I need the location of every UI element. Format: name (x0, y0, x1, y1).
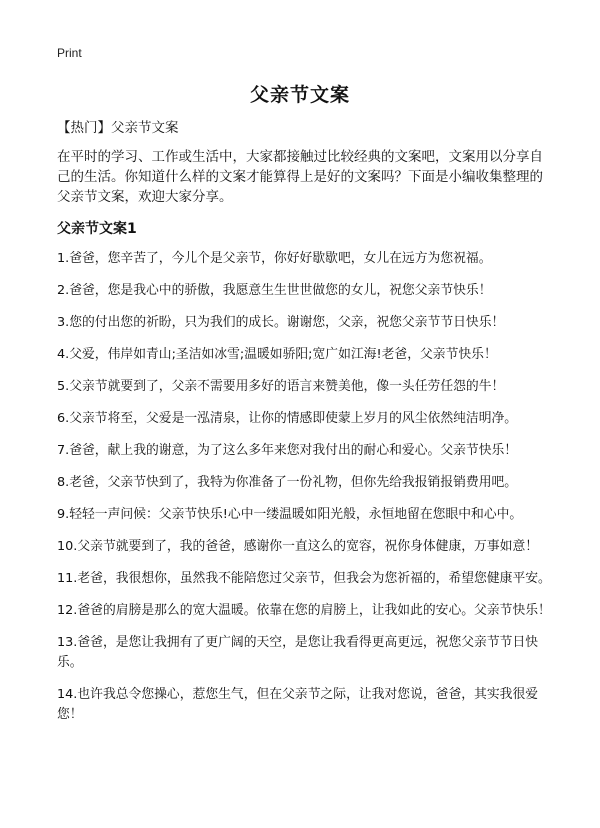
list-item: 3.您的付出您的祈盼，只为我们的成长。谢谢您，父亲，祝您父亲节节日快乐！ (57, 315, 505, 330)
list-item: 9.轻轻一声问候：父亲节快乐!心中一缕温暖如阳光般，永恒地留在您眼中和心中。 (57, 507, 523, 522)
list-item: 14.也许我总令您操心，惹您生气，但在父亲节之际，让我对您说，爸爸，其实我很爱您！ (57, 687, 539, 722)
list-item: 12.爸爸的肩膀是那么的宽大温暖。依靠在您的肩膀上，让我如此的安心。父亲节快乐！ (57, 603, 551, 618)
list-item: 5.父亲节就要到了，父亲不需要用多好的语言来赞美他，像一头任劳任怨的牛！ (57, 379, 505, 394)
list-item: 6.父亲节将至，父爱是一泓清泉，让你的情感即使蒙上岁月的风尘依然纯洁明净。 (57, 411, 518, 426)
list-item: 10.父亲节就要到了，我的爸爸，感谢你一直这么的宽容，祝你身体健康，万事如意！ (57, 539, 539, 554)
list-item: 11.老爸，我很想你，虽然我不能陪您过父亲节，但我会为您祈福的，希望您健康平安。 (57, 571, 551, 586)
list-item: 1.爸爸，您辛苦了，今儿个是父亲节，你好好歇歇吧，女儿在远方为您祝福。 (57, 251, 492, 266)
list-item: 8.老爸，父亲节快到了，我特为你准备了一份礼物，但你先给我报销报销费用吧。 (57, 475, 518, 490)
section-heading: 父亲节文案1 (57, 221, 137, 237)
list-item: 13.爸爸，是您让我拥有了更广阔的天空，是您让我看得更高更远，祝您父亲节节日快乐。 (57, 635, 539, 670)
list-item: 7.爸爸，献上我的谢意，为了这么多年来您对我付出的耐心和爱心。父亲节快乐！ (57, 443, 518, 458)
print-link[interactable]: Print (57, 46, 82, 60)
list-item: 4.父爱，伟岸如青山;圣洁如冰雪;温暖如骄阳;宽广如江海!老爸，父亲节快乐！ (57, 347, 497, 362)
quote-list (57, 249, 554, 725)
intro-paragraph: 在平时的学习、工作或生活中，大家都接触过比较经典的文案吧，文案用以分享自己的生活。你知道什么样的文案才能算得上是好的文案吗？下面是小编收集整理的父亲节文案，欢迎大家分享。 (57, 149, 543, 205)
page-title: 父亲节文案 (249, 84, 350, 106)
list-item: 2.爸爸，您是我心中的骄傲，我愿意生生世世做您的女儿，祝您父亲节快乐！ (57, 283, 492, 298)
article-body (57, 118, 554, 737)
hot-tag-line: 【热门】父亲节文案 (57, 120, 179, 136)
